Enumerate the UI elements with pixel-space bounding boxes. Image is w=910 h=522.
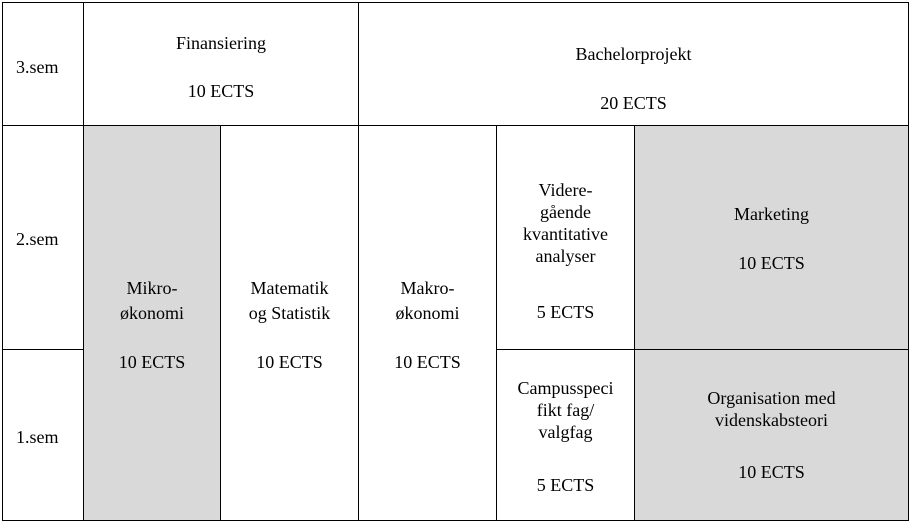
- course-matematik-ects: 10 ECTS: [256, 352, 323, 372]
- course-kvantitative-name: Videre- gående kvantitative analyser: [523, 180, 608, 266]
- course-kvantitative-ects: 5 ECTS: [536, 302, 595, 322]
- course-organisation-ects: 10 ECTS: [738, 462, 805, 482]
- course-campusspecifikt: [496, 349, 635, 521]
- course-finansiering: [83, 2, 359, 126]
- semester-label-3: 3.sem: [16, 57, 59, 77]
- course-matematik-name: Matematik og Statistik: [248, 278, 331, 323]
- course-bachelorprojekt-name: Bachelorprojekt: [575, 44, 692, 64]
- course-kvantitative: [496, 125, 635, 350]
- course-finansiering-name: Finansiering: [176, 33, 266, 53]
- semester-cell-3: [2, 2, 84, 126]
- course-bachelorprojekt: [358, 2, 909, 126]
- semester-label-1: 1.sem: [16, 427, 59, 447]
- course-campusspecifikt-name: Campusspeci fikt fag/ valgfag: [517, 378, 614, 442]
- course-makrookonomi: [358, 125, 497, 521]
- semester-cell-1: [2, 349, 84, 521]
- course-finansiering-ects: 10 ECTS: [187, 81, 255, 101]
- course-makrookonomi-ects: 10 ECTS: [394, 352, 461, 372]
- course-makrookonomi-name: Makro- økonomi: [395, 278, 460, 323]
- course-marketing-ects: 10 ECTS: [738, 253, 805, 273]
- course-bachelorprojekt-ects: 20 ECTS: [600, 93, 667, 113]
- course-organisation-name: Organisation med videnskabsteori: [707, 388, 836, 430]
- semester-label-2: 2.sem: [16, 229, 59, 249]
- course-campusspecifikt-ects: 5 ECTS: [536, 475, 595, 495]
- course-marketing-name: Marketing: [734, 204, 809, 224]
- course-mikrookonomi-name: Mikro- økonomi: [119, 278, 184, 323]
- course-matematik: [220, 125, 359, 521]
- course-marketing: [634, 125, 909, 350]
- course-mikrookonomi: [83, 125, 221, 521]
- course-mikrookonomi-ects: 10 ECTS: [118, 352, 186, 372]
- course-organisation: [634, 349, 909, 521]
- semester-cell-2: [2, 125, 84, 350]
